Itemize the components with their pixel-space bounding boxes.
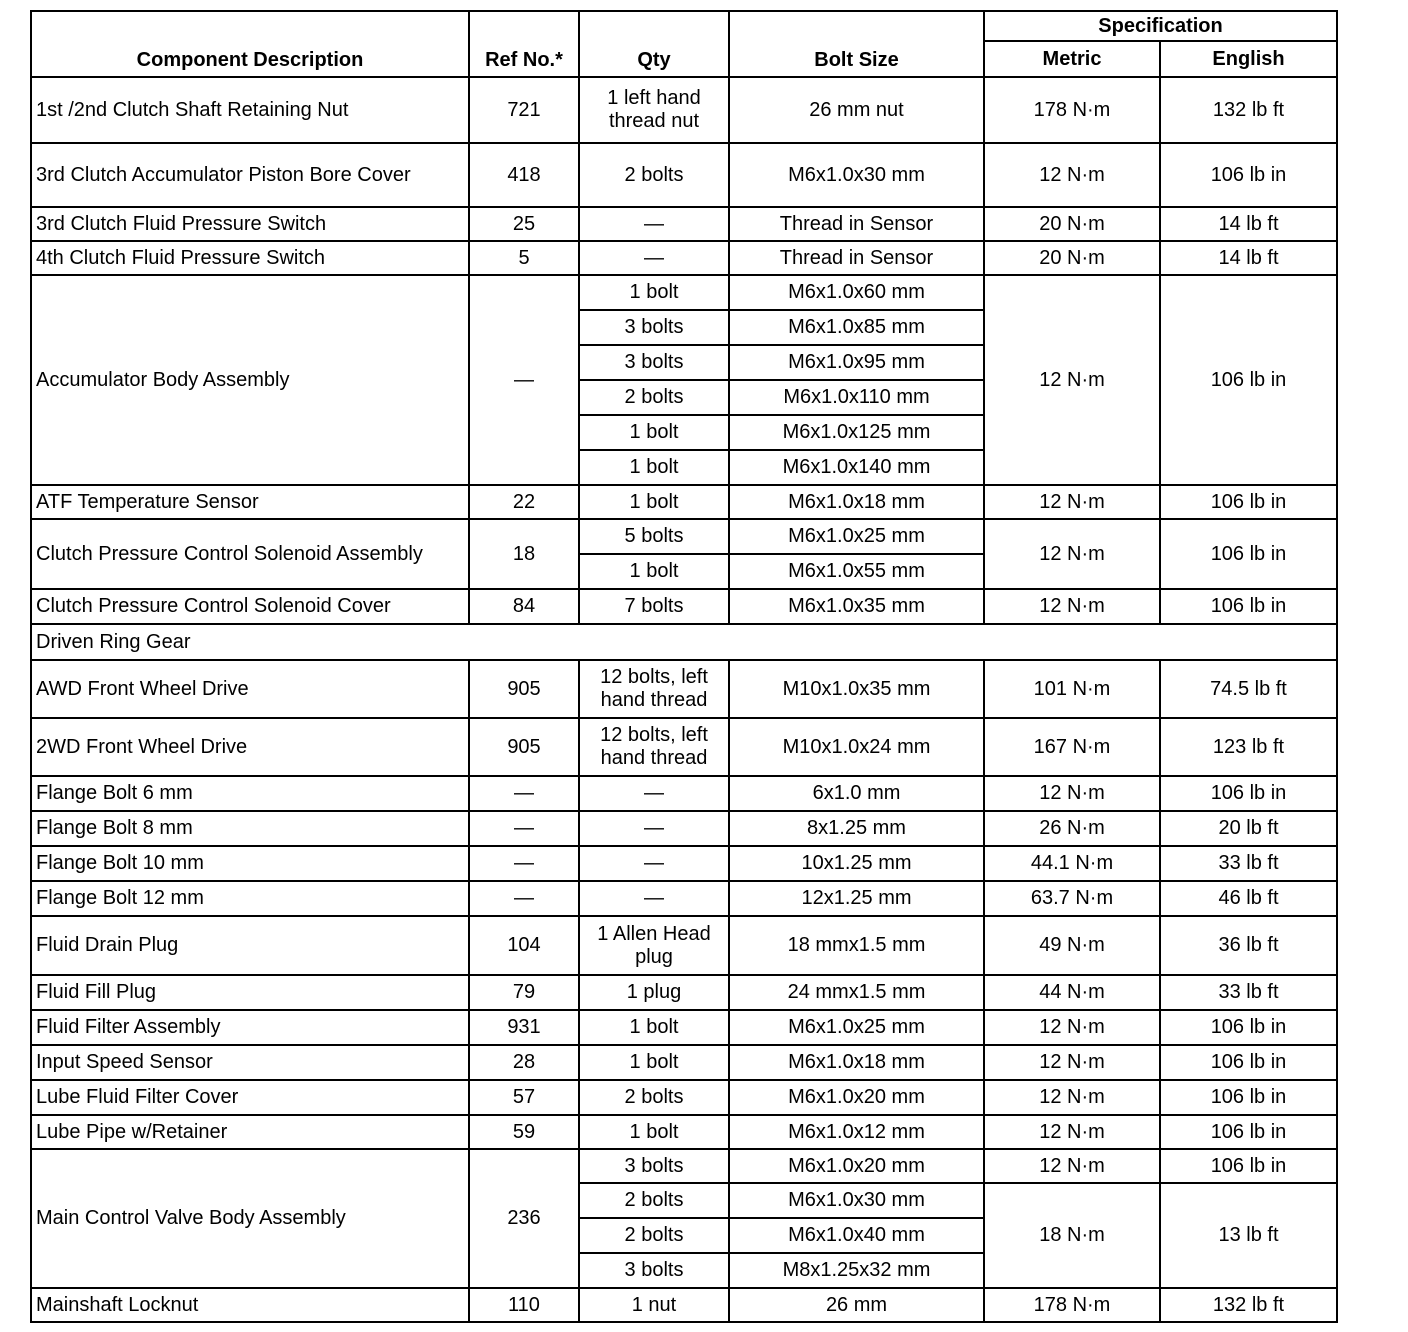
qty: 2 bolts — [579, 380, 729, 415]
ref-no: 721 — [469, 77, 579, 143]
table-row — [31, 811, 1337, 846]
qty: 12 bolts, left hand thread — [579, 660, 729, 718]
english-value: 106 lb in — [1160, 1010, 1337, 1045]
table-row — [31, 846, 1337, 881]
qty: 1 bolt — [579, 415, 729, 450]
ref-no: 79 — [469, 975, 579, 1010]
bolt-size: 8x1.25 mm — [729, 811, 984, 846]
bolt-size: M6x1.0x12 mm — [729, 1115, 984, 1149]
table-row — [31, 1080, 1337, 1115]
english-value: 13 lb ft — [1160, 1183, 1337, 1288]
bolt-size: 26 mm — [729, 1288, 984, 1322]
metric-value: 44 N·m — [984, 975, 1160, 1010]
component-description: Lube Fluid Filter Cover — [31, 1080, 469, 1115]
qty: — — [579, 881, 729, 916]
ref-no: 25 — [469, 207, 579, 241]
english-value: 106 lb in — [1160, 589, 1337, 624]
bolt-size: M6x1.0x20 mm — [729, 1080, 984, 1115]
bolt-size: Thread in Sensor — [729, 241, 984, 275]
metric-value: 12 N·m — [984, 776, 1160, 811]
component-description: AWD Front Wheel Drive — [31, 660, 469, 718]
bolt-size: M6x1.0x110 mm — [729, 380, 984, 415]
table-row — [31, 1045, 1337, 1080]
ref-no: 59 — [469, 1115, 579, 1149]
qty: 1 bolt — [579, 485, 729, 519]
component-description: Fluid Drain Plug — [31, 916, 469, 975]
metric-value: 12 N·m — [984, 275, 1160, 485]
table-row — [31, 485, 1337, 519]
bolt-size: M6x1.0x125 mm — [729, 415, 984, 450]
qty: 1 plug — [579, 975, 729, 1010]
bolt-size: M6x1.0x20 mm — [729, 1149, 984, 1183]
metric-value: 20 N·m — [984, 207, 1160, 241]
qty: 1 Allen Head plug — [579, 916, 729, 975]
bolt-size: 12x1.25 mm — [729, 881, 984, 916]
table-row — [31, 1149, 1337, 1183]
ref-no: 104 — [469, 916, 579, 975]
table-row — [31, 975, 1337, 1010]
qty: 1 bolt — [579, 554, 729, 589]
bolt-size: M6x1.0x30 mm — [729, 143, 984, 207]
english-value: 14 lb ft — [1160, 207, 1337, 241]
bolt-size: 18 mmx1.5 mm — [729, 916, 984, 975]
bolt-size: M6x1.0x25 mm — [729, 519, 984, 554]
qty: 3 bolts — [579, 1149, 729, 1183]
component-description: Flange Bolt 12 mm — [31, 881, 469, 916]
bolt-size: 26 mm nut — [729, 77, 984, 143]
english-value: 106 lb in — [1160, 275, 1337, 485]
qty: 12 bolts, left hand thread — [579, 718, 729, 776]
metric-value: 44.1 N·m — [984, 846, 1160, 881]
qty: 2 bolts — [579, 1183, 729, 1218]
english-value: 106 lb in — [1160, 1080, 1337, 1115]
metric-value: 63.7 N·m — [984, 881, 1160, 916]
english-value: 132 lb ft — [1160, 1288, 1337, 1322]
metric-value: 12 N·m — [984, 1045, 1160, 1080]
metric-value: 20 N·m — [984, 241, 1160, 275]
table-row — [31, 1010, 1337, 1045]
table-row — [31, 275, 1337, 310]
english-value: 74.5 lb ft — [1160, 660, 1337, 718]
table-row — [31, 1288, 1337, 1322]
metric-value: 101 N·m — [984, 660, 1160, 718]
qty: — — [579, 207, 729, 241]
metric-value: 12 N·m — [984, 485, 1160, 519]
ref-no: — — [469, 881, 579, 916]
header-ref-no: Ref No.* — [469, 11, 579, 77]
english-value: 106 lb in — [1160, 519, 1337, 589]
qty: 5 bolts — [579, 519, 729, 554]
component-description: Accumulator Body Assembly — [31, 275, 469, 485]
metric-value: 178 N·m — [984, 1288, 1160, 1322]
ref-no: 110 — [469, 1288, 579, 1322]
bolt-size: M6x1.0x18 mm — [729, 1045, 984, 1080]
qty: 2 bolts — [579, 1080, 729, 1115]
english-value: 106 lb in — [1160, 1115, 1337, 1149]
component-description: 1st /2nd Clutch Shaft Retaining Nut — [31, 77, 469, 143]
bolt-size: 24 mmx1.5 mm — [729, 975, 984, 1010]
ref-no: 22 — [469, 485, 579, 519]
qty: 1 bolt — [579, 275, 729, 310]
english-value: 33 lb ft — [1160, 846, 1337, 881]
component-description: Input Speed Sensor — [31, 1045, 469, 1080]
english-value: 106 lb in — [1160, 1149, 1337, 1183]
qty: 3 bolts — [579, 345, 729, 380]
english-value: 106 lb in — [1160, 143, 1337, 207]
bolt-size: M6x1.0x85 mm — [729, 310, 984, 345]
qty: 2 bolts — [579, 1218, 729, 1253]
qty: 3 bolts — [579, 1253, 729, 1288]
english-value: 106 lb in — [1160, 776, 1337, 811]
ref-no: — — [469, 275, 579, 485]
bolt-size: M10x1.0x35 mm — [729, 660, 984, 718]
component-description: 4th Clutch Fluid Pressure Switch — [31, 241, 469, 275]
bolt-size: M6x1.0x25 mm — [729, 1010, 984, 1045]
bolt-size: M6x1.0x55 mm — [729, 554, 984, 589]
table-row — [31, 660, 1337, 718]
component-description: 3rd Clutch Fluid Pressure Switch — [31, 207, 469, 241]
bolt-size: M6x1.0x30 mm — [729, 1183, 984, 1218]
table-row — [31, 589, 1337, 624]
metric-value: 12 N·m — [984, 143, 1160, 207]
english-value: 106 lb in — [1160, 485, 1337, 519]
component-description: Clutch Pressure Control Solenoid Assembly — [31, 519, 469, 589]
component-description: Fluid Fill Plug — [31, 975, 469, 1010]
english-value: 106 lb in — [1160, 1045, 1337, 1080]
ref-no: 5 — [469, 241, 579, 275]
bolt-size: M6x1.0x35 mm — [729, 589, 984, 624]
qty: — — [579, 811, 729, 846]
component-description: Mainshaft Locknut — [31, 1288, 469, 1322]
ref-no: 84 — [469, 589, 579, 624]
ref-no: 18 — [469, 519, 579, 589]
bolt-size: M6x1.0x18 mm — [729, 485, 984, 519]
qty: 1 bolt — [579, 1115, 729, 1149]
torque-spec-table — [30, 10, 1338, 1323]
component-description: 3rd Clutch Accumulator Piston Bore Cover — [31, 143, 469, 207]
qty: 1 bolt — [579, 1010, 729, 1045]
qty: 3 bolts — [579, 310, 729, 345]
metric-value: 49 N·m — [984, 916, 1160, 975]
metric-value: 12 N·m — [984, 589, 1160, 624]
metric-value: 167 N·m — [984, 718, 1160, 776]
component-description: Main Control Valve Body Assembly — [31, 1149, 469, 1288]
qty: 1 nut — [579, 1288, 729, 1322]
bolt-size: M10x1.0x24 mm — [729, 718, 984, 776]
ref-no: — — [469, 811, 579, 846]
ref-no: 236 — [469, 1149, 579, 1288]
qty: — — [579, 776, 729, 811]
table-row — [31, 718, 1337, 776]
qty: 2 bolts — [579, 143, 729, 207]
ref-no: 28 — [469, 1045, 579, 1080]
table-row — [31, 776, 1337, 811]
english-value: 132 lb ft — [1160, 77, 1337, 143]
qty: 1 bolt — [579, 450, 729, 485]
metric-value: 12 N·m — [984, 1115, 1160, 1149]
ref-no: — — [469, 846, 579, 881]
ref-no: 57 — [469, 1080, 579, 1115]
table-row — [31, 207, 1337, 241]
table-row — [31, 143, 1337, 207]
ref-no: 905 — [469, 660, 579, 718]
table-row — [31, 881, 1337, 916]
metric-value: 26 N·m — [984, 811, 1160, 846]
header-bolt-size: Bolt Size — [729, 11, 984, 77]
header-metric: Metric — [984, 41, 1160, 77]
bolt-size: 10x1.25 mm — [729, 846, 984, 881]
component-description: Fluid Filter Assembly — [31, 1010, 469, 1045]
bolt-size: M6x1.0x60 mm — [729, 275, 984, 310]
ref-no: — — [469, 776, 579, 811]
bolt-size: M6x1.0x40 mm — [729, 1218, 984, 1253]
bolt-size: 6x1.0 mm — [729, 776, 984, 811]
qty: 7 bolts — [579, 589, 729, 624]
bolt-size: M6x1.0x95 mm — [729, 345, 984, 380]
table-group-row — [31, 624, 1337, 660]
english-value: 123 lb ft — [1160, 718, 1337, 776]
english-value: 20 lb ft — [1160, 811, 1337, 846]
metric-value: 12 N·m — [984, 1010, 1160, 1045]
qty: — — [579, 846, 729, 881]
metric-value: 18 N·m — [984, 1183, 1160, 1288]
table-row — [31, 77, 1337, 143]
qty: — — [579, 241, 729, 275]
component-description: Lube Pipe w/Retainer — [31, 1115, 469, 1149]
ref-no: 418 — [469, 143, 579, 207]
table-row — [31, 916, 1337, 975]
table-row — [31, 519, 1337, 554]
bolt-size: Thread in Sensor — [729, 207, 984, 241]
qty: 1 left hand thread nut — [579, 77, 729, 143]
component-description: Flange Bolt 8 mm — [31, 811, 469, 846]
bolt-size: M8x1.25x32 mm — [729, 1253, 984, 1288]
english-value: 33 lb ft — [1160, 975, 1337, 1010]
header-qty: Qty — [579, 11, 729, 77]
ref-no: 931 — [469, 1010, 579, 1045]
component-description: Flange Bolt 10 mm — [31, 846, 469, 881]
component-description: Flange Bolt 6 mm — [31, 776, 469, 811]
metric-value: 12 N·m — [984, 519, 1160, 589]
component-description: Clutch Pressure Control Solenoid Cover — [31, 589, 469, 624]
ref-no: 905 — [469, 718, 579, 776]
metric-value: 12 N·m — [984, 1080, 1160, 1115]
component-description: 2WD Front Wheel Drive — [31, 718, 469, 776]
table-row — [31, 241, 1337, 275]
metric-value: 178 N·m — [984, 77, 1160, 143]
header-specification: Specification — [984, 11, 1337, 41]
qty: 1 bolt — [579, 1045, 729, 1080]
metric-value: 12 N·m — [984, 1149, 1160, 1183]
english-value: 14 lb ft — [1160, 241, 1337, 275]
header-english: English — [1160, 41, 1337, 77]
english-value: 46 lb ft — [1160, 881, 1337, 916]
table-row — [31, 1115, 1337, 1149]
group-label: Driven Ring Gear — [31, 624, 1337, 660]
header-component-description: Component Description — [31, 11, 469, 77]
bolt-size: M6x1.0x140 mm — [729, 450, 984, 485]
english-value: 36 lb ft — [1160, 916, 1337, 975]
component-description: ATF Temperature Sensor — [31, 485, 469, 519]
